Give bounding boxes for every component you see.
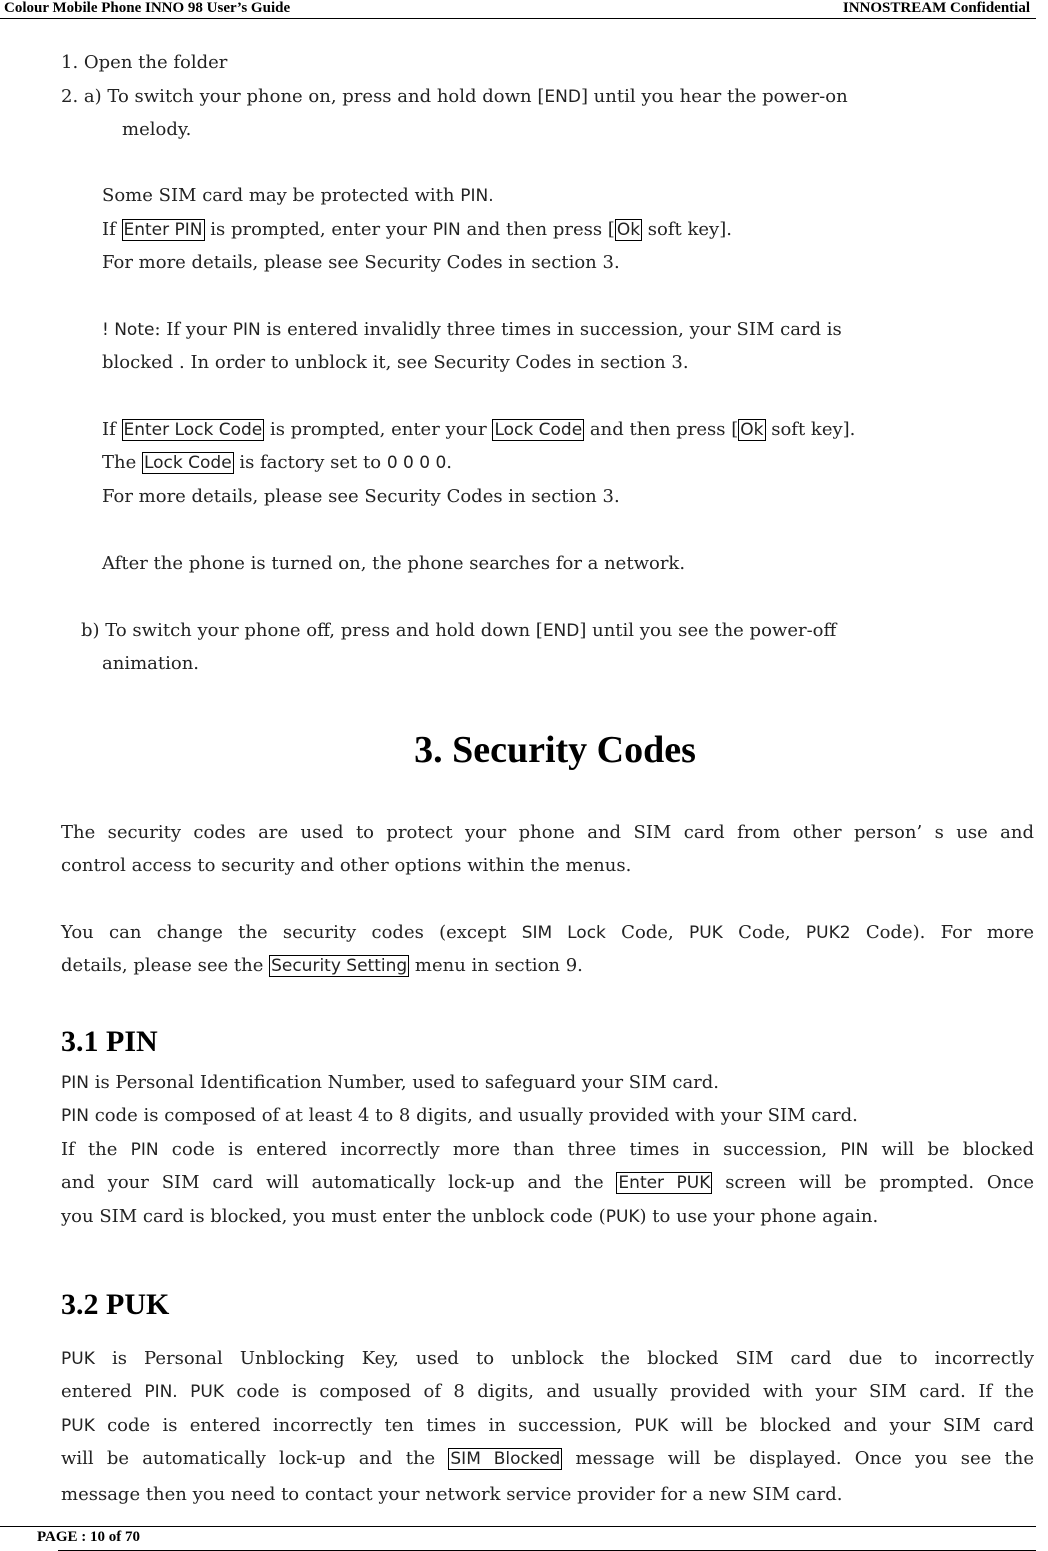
pin-line-4 <box>61 1170 1034 1196</box>
step-1-text: 1. Open the folder <box>61 52 228 73</box>
text: ) to use your phone again. <box>639 1206 879 1227</box>
text: : If your <box>154 319 233 340</box>
text: ] until you hear the power-on <box>580 86 848 107</box>
text: details, please see the <box>61 955 270 976</box>
text: The <box>102 452 142 473</box>
term-pin: PIN <box>61 1073 89 1093</box>
text: Code). For more <box>850 922 1035 943</box>
text: animation. <box>102 653 200 674</box>
term-puk: PUK <box>688 923 723 943</box>
text: melody. <box>122 119 192 140</box>
more-details-line <box>102 250 620 276</box>
text: code is composed of 8 digits, and usually provided with your SIM card. If the <box>223 1381 1034 1402</box>
text: If <box>102 419 122 440</box>
term-puk: PUK <box>605 1207 640 1227</box>
key-end: END <box>542 621 580 641</box>
softkey-ok: Ok <box>740 420 764 440</box>
term-sim-lock: SIM Lock <box>521 923 606 943</box>
pin-line-3 <box>61 1137 1034 1163</box>
text: . <box>446 452 453 473</box>
pin-line-2 <box>61 1103 858 1129</box>
text: will be automatically lock-up and the <box>61 1448 449 1469</box>
step-2a-cont <box>122 117 191 143</box>
change-codes-line-2 <box>61 953 583 979</box>
pin-line-1 <box>61 1070 719 1096</box>
text: will be blocked and your SIM card <box>668 1415 1034 1436</box>
intro-line-2 <box>61 853 631 879</box>
term-lock-code: Lock Code <box>143 453 232 473</box>
key-end: END <box>544 87 581 107</box>
text: You can change the security codes (except <box>61 922 522 943</box>
text: For more details, please see Security Codes in section 3. <box>102 252 620 273</box>
term-pin: PIN <box>840 1140 869 1160</box>
text: control access to security and other options within the menus. <box>61 855 632 876</box>
factory-code-value: 0 0 0 0 <box>386 453 447 473</box>
step-2b <box>81 618 836 644</box>
enter-pin-line <box>102 217 732 243</box>
text: message will be displayed. Once you see the <box>562 1448 1034 1469</box>
text: If the <box>61 1139 131 1160</box>
pin-line-5 <box>61 1204 878 1230</box>
text: is Personal Unblocking Key, used to unblock the blocked SIM card due to incorrectly <box>94 1348 1034 1369</box>
text: entered <box>61 1381 145 1402</box>
term-puk: PUK <box>61 1416 95 1436</box>
text: is factory set to <box>233 452 387 473</box>
step-2a <box>61 84 848 110</box>
text: is entered invalidly three times in succession, your SIM card is <box>260 319 842 340</box>
factory-line <box>102 450 452 476</box>
puk-line-5 <box>61 1482 842 1508</box>
text: After the phone is turned on, the phone searches for a network. <box>102 553 686 574</box>
heading-puk: 3.2 PUK <box>61 1288 170 1321</box>
text: Some SIM card may be protected with <box>102 185 461 206</box>
text: screen will be prompted. Once <box>712 1172 1034 1193</box>
text: and your SIM card will automatically lock-up and the <box>61 1172 617 1193</box>
text: blocked . In order to unblock it, see Security Codes in section 3. <box>102 352 689 373</box>
term-puk: PUK <box>61 1349 95 1369</box>
puk-line-4 <box>61 1446 1034 1472</box>
change-codes-line-1 <box>61 920 1034 946</box>
text: message then you need to contact your network service provider for a new SIM card. <box>61 1484 843 1505</box>
page-header <box>0 0 1036 19</box>
text: code is entered incorrectly ten times in succession, <box>94 1415 635 1436</box>
term-pin: PIN <box>130 1140 159 1160</box>
step-2b-cont <box>102 651 199 677</box>
header-doc-title: Colour Mobile Phone INNO 98 User’s Guide <box>4 0 291 16</box>
text: b) To switch your phone off, press and hold down [ <box>81 620 543 641</box>
text: ] until you see the power-off <box>579 620 837 641</box>
sim-protect-line <box>102 183 494 209</box>
after-on-line <box>102 551 685 577</box>
text: menu in section 9. <box>409 955 583 976</box>
text: is prompted, enter your <box>264 419 493 440</box>
intro-line-1 <box>61 820 1034 846</box>
message-sim-blocked: SIM Blocked <box>450 1449 561 1469</box>
text: For more details, please see Security Codes in section 3. <box>102 486 620 507</box>
note-line-1 <box>102 317 842 343</box>
term-pin: PIN <box>61 1106 89 1126</box>
heading-pin: 3.1 PIN <box>61 1025 158 1058</box>
text: If <box>102 219 122 240</box>
term-pin: PIN. <box>144 1382 178 1402</box>
term-puk: PUK <box>190 1382 224 1402</box>
term-lock-code: Lock Code <box>494 420 583 440</box>
text: is Personal Identification Number, used to safeguard your SIM card. <box>88 1072 720 1093</box>
text: Code, <box>722 922 806 943</box>
note-label: ! Note <box>102 320 155 340</box>
note-line-2 <box>102 350 689 376</box>
page-number: PAGE : 10 of 70 <box>37 1529 141 1545</box>
page-footer <box>0 1526 1036 1551</box>
term-pin: PIN <box>432 220 461 240</box>
screen-enter-pin: Enter PIN <box>123 220 203 240</box>
text: and then press [ <box>584 419 739 440</box>
term-puk: PUK <box>634 1416 669 1436</box>
screen-enter-lock-code: Enter Lock Code <box>123 420 263 440</box>
puk-line-3 <box>61 1413 1034 1439</box>
text: The security codes are used to protect your phone and SIM card from other person’ s use and <box>61 822 1034 843</box>
section-title-security-codes: 3. Security Codes <box>414 729 696 771</box>
step-1 <box>61 50 227 76</box>
menu-security-setting: Security Setting <box>271 956 408 976</box>
term-puk2: PUK2 <box>805 923 851 943</box>
text: is prompted, enter your <box>204 219 433 240</box>
text: you SIM card is blocked, you must enter the unblock code ( <box>61 1206 606 1227</box>
text: code is composed of at least 4 to 8 digits, and usually provided with your SIM card. <box>88 1105 858 1126</box>
puk-line-2 <box>61 1379 1034 1405</box>
text: soft key]. <box>642 219 732 240</box>
text: and then press [ <box>460 219 615 240</box>
text: code is entered incorrectly more than three times in succession, <box>158 1139 841 1160</box>
term-pin: PIN <box>232 320 261 340</box>
header-confidential: INNOSTREAM Confidential <box>842 0 1030 16</box>
enter-lock-line <box>102 417 855 443</box>
more-details-line-2 <box>102 484 620 510</box>
puk-line-1 <box>61 1346 1034 1372</box>
text: soft key]. <box>765 419 856 440</box>
term-pin: PIN. <box>460 186 494 206</box>
screen-enter-puk: Enter PUK <box>618 1173 711 1193</box>
softkey-ok: Ok <box>616 220 641 240</box>
text: Code, <box>605 922 689 943</box>
text: 2. a) To switch your phone on, press and hold down [ <box>61 86 545 107</box>
text: will be blocked <box>868 1139 1035 1160</box>
